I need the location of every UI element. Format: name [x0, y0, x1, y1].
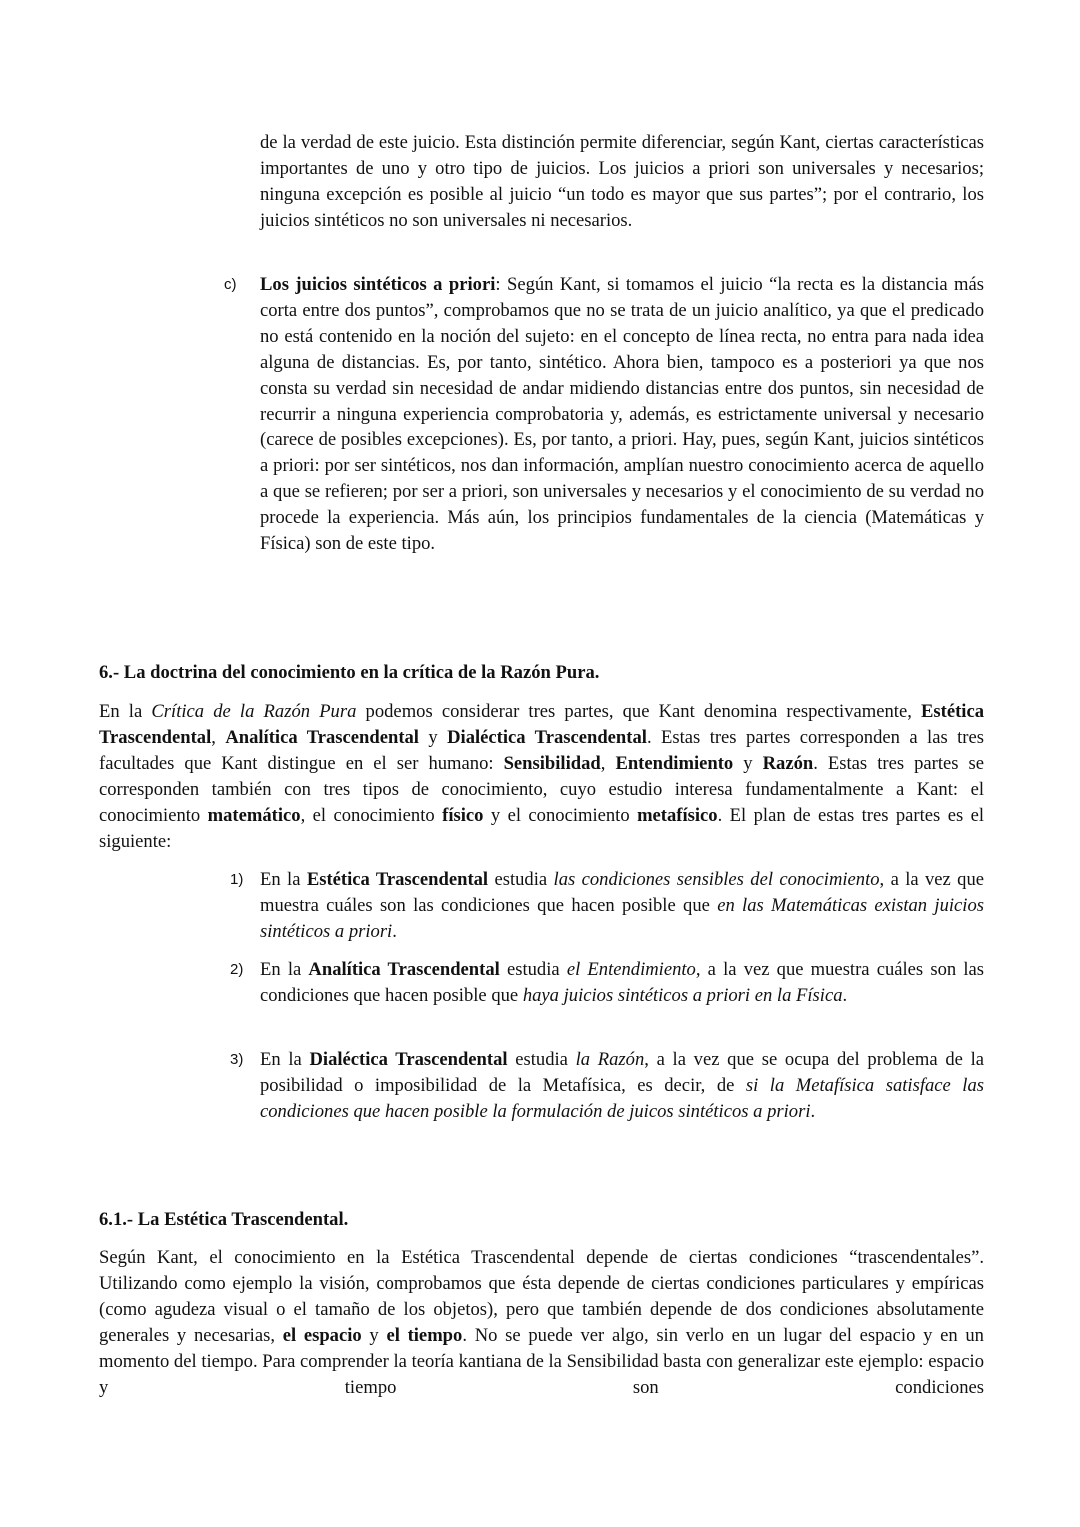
text-run: , — [600, 752, 616, 774]
list-marker-c: c) — [224, 276, 237, 293]
italic-text-run: haya juicios sintéticos a priori en la Física — [522, 984, 843, 1006]
text-run: En la — [99, 701, 152, 722]
bold-text-run: el espacio — [282, 1324, 362, 1346]
text-run: . — [842, 984, 848, 1006]
bold-text-run: Dialéctica Trascendental — [447, 726, 647, 748]
list-item-analitica — [260, 957, 984, 1009]
bold-text-run: Analítica Trascendental — [308, 959, 500, 980]
list-item-dialectica — [260, 1047, 984, 1125]
text-run: En la — [260, 869, 307, 890]
text-run: , — [211, 726, 226, 748]
text-run: y — [361, 1324, 387, 1346]
list-marker-3: 3) — [230, 1051, 244, 1068]
bold-text-run: matemático — [207, 804, 301, 826]
italic-text-run: en las Matemáticas existan juicios sintéticos a priori — [260, 894, 984, 942]
text-run: . No se puede ver algo, sin verlo en un lugar del espacio y en un momento del tiempo. Para comprender la teoría kantiana de la Sensibilidad basta con generalizar este ejemplo: espacio y tiempo son condiciones — [99, 1324, 984, 1398]
text-run: En la — [260, 1049, 310, 1070]
bold-text-run: Entendimiento — [615, 752, 734, 774]
text-run: . Estas tres partes corresponden a las tres facultades que Kant distingue en el ser humano: — [99, 726, 984, 774]
bold-text-run: Analítica Trascendental — [225, 726, 419, 748]
text-run: y — [733, 752, 763, 774]
text-run: , a la vez que se ocupa del problema de la posibilidad o imposibilidad de la Metafísica, es decir, de — [260, 1049, 984, 1096]
bold-text-run: Los juicios sintéticos a priori — [260, 274, 496, 295]
section-6-1-heading: 6.1.- La Estética Trascendental. — [99, 1209, 349, 1230]
text-run: y — [418, 726, 448, 748]
italic-text-run: si la Metafísica satisface las condiciones que hacen posible la formulación de juicos sintéticos a priori — [260, 1074, 984, 1122]
section-6-1-paragraph — [99, 1245, 984, 1400]
bold-text-run: Sensibilidad — [503, 752, 601, 774]
italic-text-run: la Razón — [575, 1049, 645, 1070]
text-run: . Estas tres partes se corresponden también con tres tipos de conocimiento, cuyo estudio interesa fundamentalmente a Kant: el conocimiento — [99, 752, 985, 826]
list-marker-1: 1) — [230, 871, 244, 888]
italic-text-run: el Entendimiento — [566, 959, 696, 980]
synthetic-a-priori-paragraph — [260, 272, 984, 557]
text-run: , el conocimiento — [300, 804, 443, 826]
italic-text-run: Crítica de la Razón Pura — [151, 701, 357, 722]
text-run: y el conocimiento — [483, 804, 638, 826]
text-run: estudia — [499, 959, 567, 980]
bold-text-run: Estética Trascendental — [99, 701, 985, 748]
continuation-paragraph — [260, 130, 984, 234]
list-item-estetica — [260, 867, 984, 945]
text-run: . — [392, 920, 397, 942]
list-marker-2: 2) — [230, 961, 244, 978]
text-run: estudia — [488, 869, 554, 890]
italic-text-run: las condiciones sensibles del conocimiento — [553, 869, 880, 890]
text-run: de la verdad de este juicio. Esta distinción permite diferenciar, según Kant, ciertas características importantes de uno y otro tipo de juicios. Los juicios a priori son universales y necesarios; ninguna excepción es posible al juicio “un todo es mayor que sus partes”; por el contrario, los juicios sintéticos no son universales ni necesarios. — [260, 132, 984, 231]
bold-text-run: el tiempo — [386, 1324, 463, 1346]
section-6-intro-paragraph — [99, 699, 984, 854]
text-run: podemos considerar tres partes, que Kant denomina respectivamente, — [356, 701, 922, 722]
text-run: : Según Kant, si tomamos el juicio “la recta es la distancia más corta entre dos puntos”, comprobamos que no se trata de un juicio analítico, ya que el predicado no está contenido en la noción del sujeto: en el concepto de línea recta, no entra para nada idea alguna de distancias. Es, por tanto, sintético. Ahora bien, tampoco es a posteriori ya que nos consta su verdad sin necesidad de andar midiendo distancias entre dos puntos, sin necesidad de recurrir a ninguna experiencia comprobatoria y, además, es estrictamente universal y necesario (carece de posibles excepciones). Es, por tanto, a priori. Hay, pues, según Kant, juicios sintéticos a priori: por ser sintéticos, nos dan información, amplían nuestro conocimiento acerca de aquello a que se refieren; por ser a priori, son universales y necesarios y el conocimiento de su verdad no procede la experiencia. Más aún, los principios fundamentales de la ciencia (Matemáticas y Física) son de este tipo. — [260, 274, 984, 555]
text-run: estudia — [507, 1049, 576, 1070]
text-run: Según Kant, el conocimiento en la Estética Trascendental depende de ciertas condiciones “trascendentales”. Utilizando como ejemplo la visión, comprobamos que ésta depende de ciertas condiciones particulares y empíricas (como agudeza visual o el tamaño de los objetos), pero que también depende de dos condiciones absolutamente generales y necesarias, — [99, 1247, 984, 1346]
text-run: En la — [260, 959, 309, 980]
text-run: . — [810, 1100, 816, 1122]
bold-text-run: metafísico — [637, 804, 718, 826]
text-run: , a la vez que muestra cuáles son las condiciones que hacen posible que — [260, 869, 984, 916]
bold-text-run: Estética Trascendental — [306, 869, 489, 890]
bold-text-run: Dialéctica Trascendental — [309, 1049, 508, 1070]
bold-text-run: físico — [442, 804, 484, 826]
text-run: . El plan de estas tres partes es el siguiente: — [99, 804, 985, 852]
text-run: , a la vez que muestra cuáles son las condiciones que hacen posible que — [260, 959, 984, 1006]
section-6-heading: 6.- La doctrina del conocimiento en la crítica de la Razón Pura. — [99, 662, 600, 683]
bold-text-run: Razón — [762, 752, 814, 774]
